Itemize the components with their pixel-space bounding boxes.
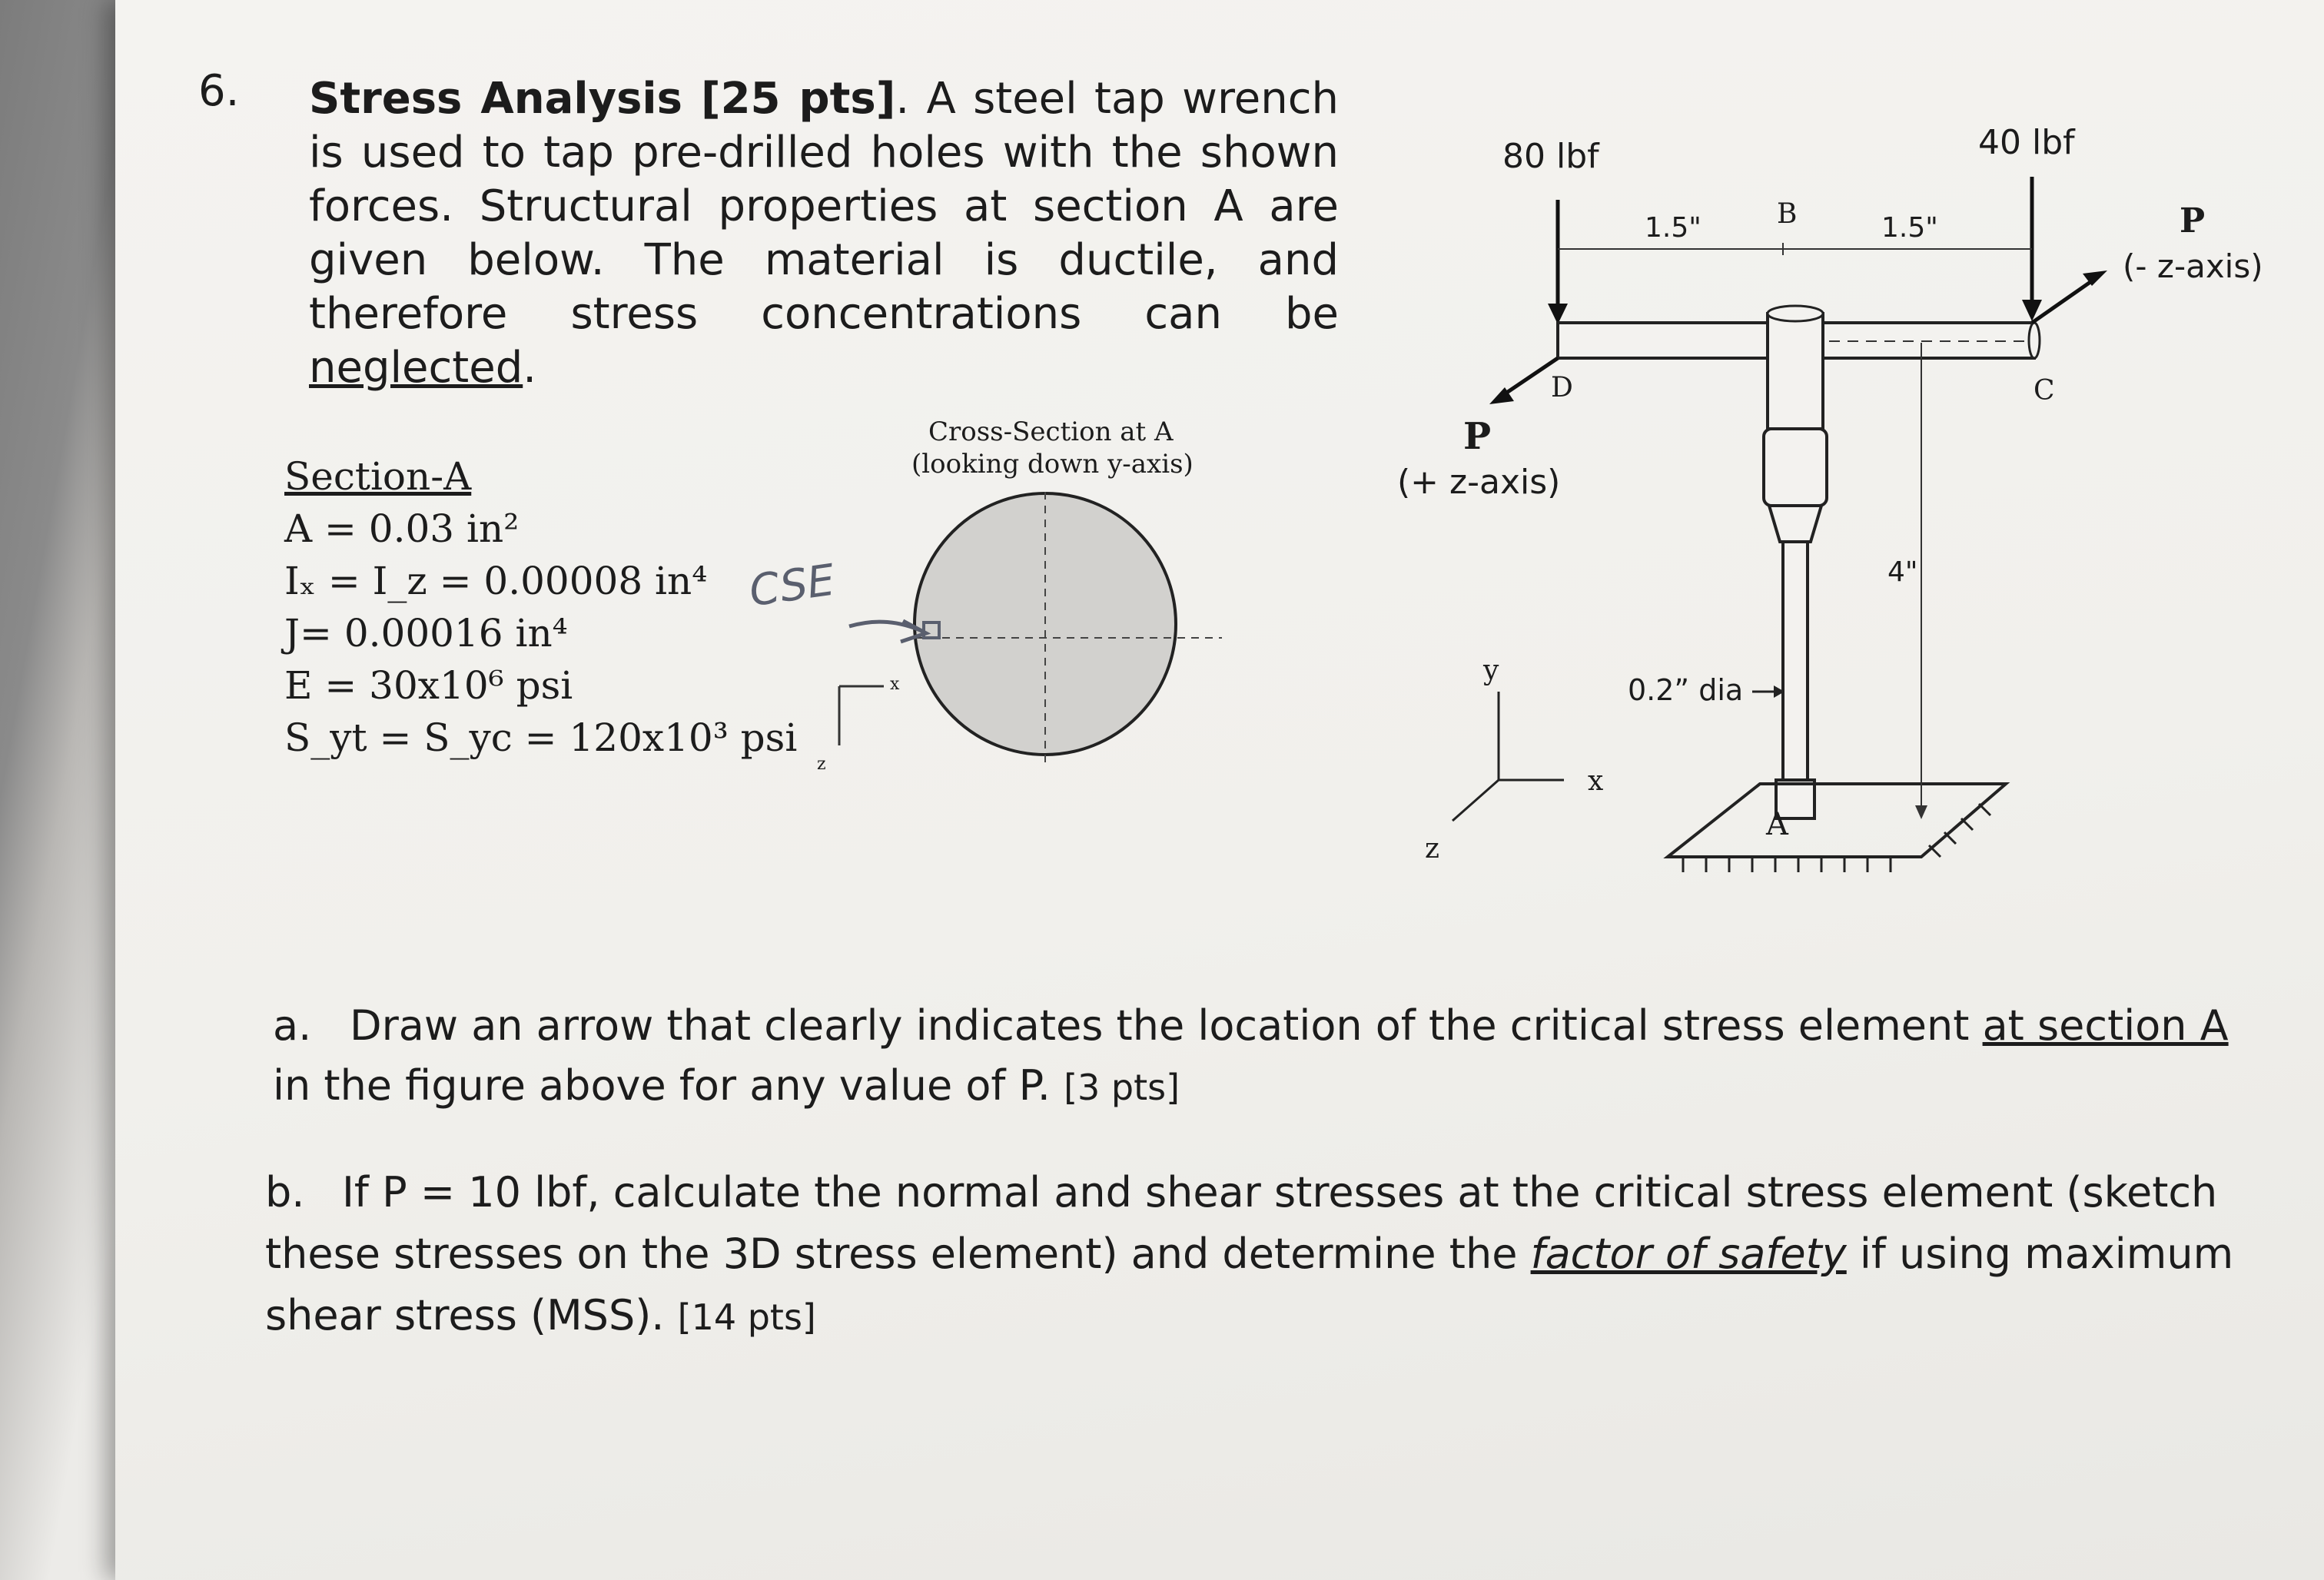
- cross-section-subtitle: (looking down y-axis): [911, 449, 1194, 480]
- wrench-head: [1768, 314, 1823, 429]
- prop-polar: J= 0.00016 in⁴: [284, 611, 568, 656]
- question-title: Stress Analysis [25 pts]: [309, 74, 896, 124]
- handle-end: [2029, 323, 2040, 358]
- part-a-text: Draw an arrow that clearly indicates the location of the critical stress element: [350, 1001, 1983, 1050]
- force-left-head: [1548, 304, 1568, 324]
- prop-strength: S_yt = S_yc = 120x10³ psi: [284, 715, 798, 760]
- force-right-label: 40 lbf: [1978, 123, 2075, 162]
- p-right-label: P: [2180, 201, 2206, 241]
- part-b-text2: if using maximum shear stress (MSS).: [265, 1230, 2234, 1339]
- ground-plane: [1668, 784, 2006, 857]
- wrench-collar: [1764, 429, 1827, 506]
- part-a-text2: in the figure above for any value of P.: [273, 1061, 1064, 1110]
- question-number: 6.: [198, 66, 240, 116]
- p-left-axis: (+ z-axis): [1397, 463, 1561, 502]
- part-a-underlined: at section A: [1982, 1001, 2229, 1050]
- question-intro: [309, 72, 1339, 395]
- height-dim-head: [1915, 805, 1927, 819]
- part-b-italic: factor of safety: [1530, 1230, 1847, 1278]
- height-label: 4": [1887, 556, 1918, 588]
- prop-inertia: Iₓ = I_z = 0.00008 in⁴: [284, 559, 708, 603]
- part-b-text: If P = 10 lbf, calculate the normal and shear stresses at the critical stress element (sketch these stresses on the 3D stress element) and determine the: [265, 1168, 2218, 1278]
- intro-underlined: neglected: [309, 343, 523, 393]
- part-b: [265, 1162, 2302, 1348]
- intro-end: .: [523, 343, 537, 393]
- axis-z-line: [1452, 780, 1499, 821]
- prop-modulus: E = 30x10⁶ psi: [284, 663, 573, 708]
- p-left-label: P: [1463, 415, 1492, 458]
- part-a-points: [3 pts]: [1064, 1067, 1180, 1108]
- cs-z-label: z: [817, 755, 826, 774]
- force-left-label: 80 lbf: [1502, 137, 1599, 176]
- point-a-label: A: [1766, 807, 1788, 842]
- dim-right-label: 1.5": [1881, 212, 1938, 244]
- cs-x-label: x: [890, 675, 900, 694]
- prop-area: A = 0.03 in²: [284, 506, 520, 551]
- tap-shank: [1783, 542, 1808, 780]
- axis-y-label: y: [1483, 655, 1499, 686]
- dim-left-label: 1.5": [1645, 212, 1702, 244]
- diameter-label: 0.2” dia: [1628, 673, 1744, 707]
- axis-z-label: z: [1425, 833, 1439, 865]
- handwritten-note: CSE: [746, 555, 838, 617]
- part-b-label: b.: [265, 1168, 305, 1217]
- point-d-label: D: [1551, 372, 1573, 403]
- cross-section-title: Cross-Section at A: [928, 417, 1174, 447]
- section-title: Section-A: [284, 454, 472, 499]
- wrench-head-top: [1768, 306, 1823, 321]
- point-b-label: B: [1777, 198, 1798, 230]
- part-b-points: [14 pts]: [677, 1296, 816, 1338]
- section-properties: [284, 450, 797, 764]
- part-a-label: a.: [273, 1001, 312, 1050]
- part-a: [273, 996, 2271, 1117]
- p-right-axis: (- z-axis): [2123, 247, 2263, 285]
- axis-x-label: x: [1588, 765, 1604, 797]
- intro-text: . A steel tap wrench is used to tap pre-drilled holes with the shown forces. Structural properties at section A are given below. The material is ductile, and therefore stress concentrations can be: [309, 74, 1339, 339]
- wrench-taper: [1769, 506, 1821, 542]
- cross-section-diagram: [722, 492, 1230, 799]
- point-c-label: C: [2034, 375, 2055, 407]
